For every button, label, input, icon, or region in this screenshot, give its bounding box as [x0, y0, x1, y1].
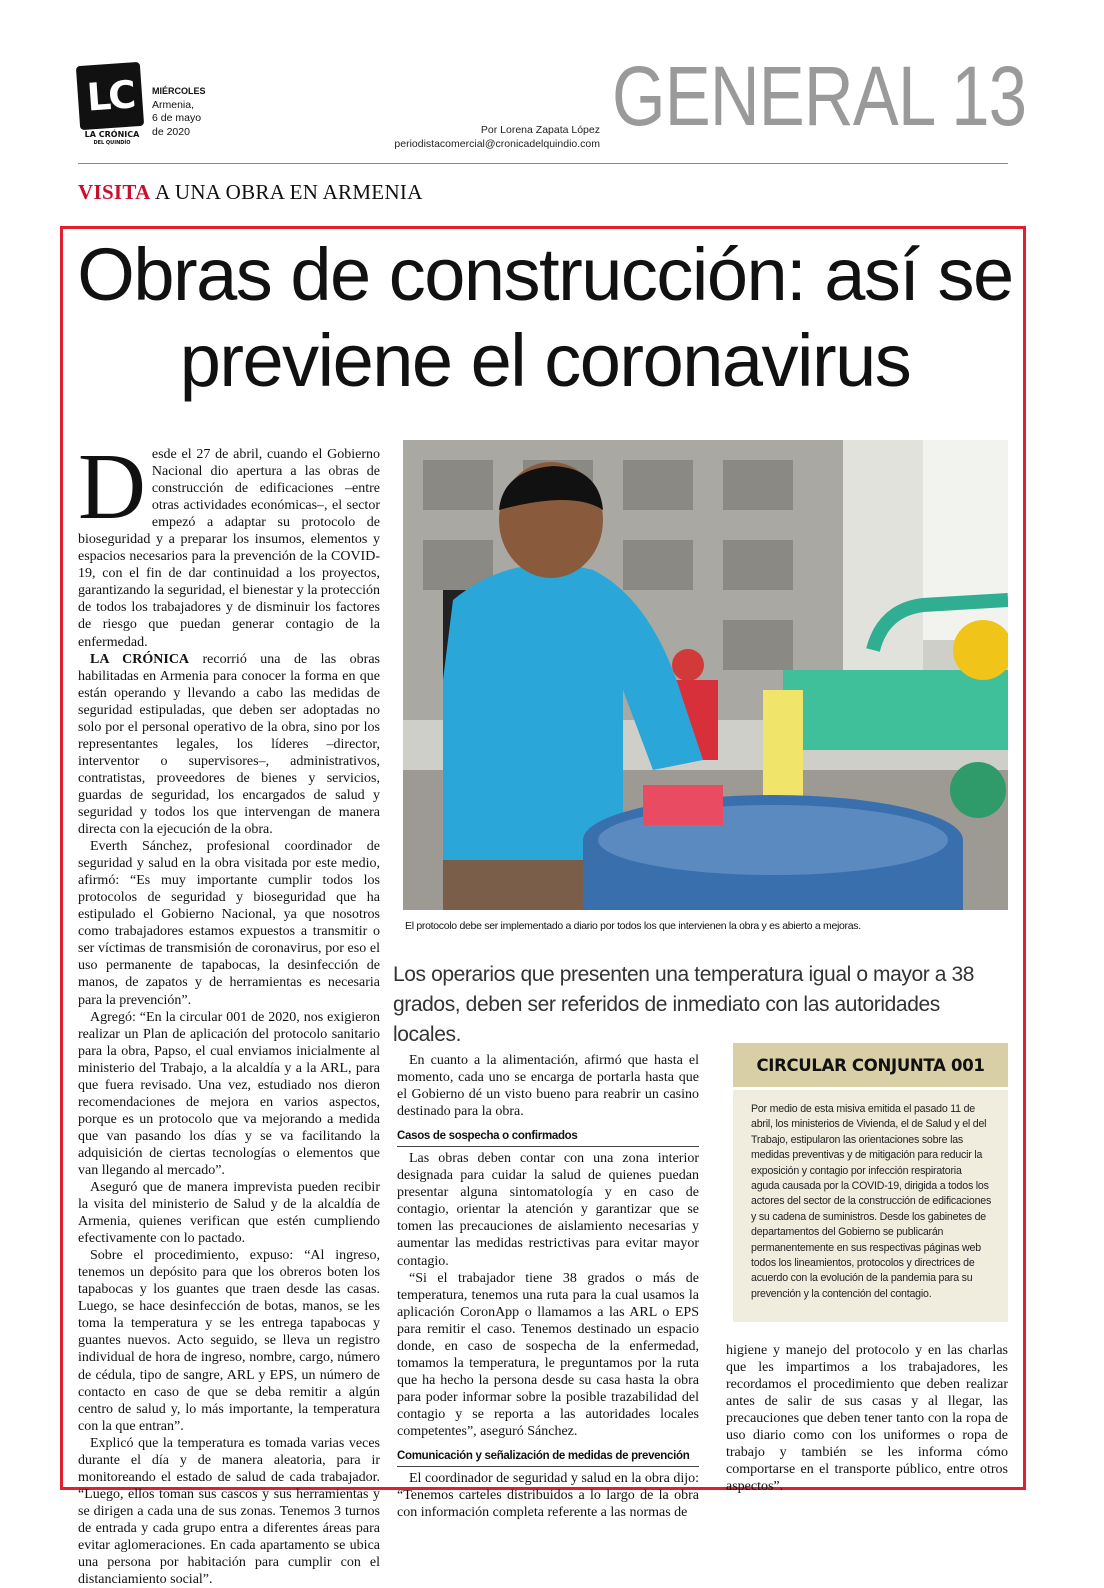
photo-caption: El protocolo debe ser implementado a diario por todos los que intervienen la obra y es abierto a mejoras.: [405, 920, 861, 932]
paragraph: Sobre el procedimiento, expuso: “Al ingreso, tenemos un depósito para que los obreros boten los tapabocas y los guantes que traen desde las casas. Luego, se hace desinfección de botas, manos, se les toma la temperatura y se les entrega tapabocas y guantes nuevos. Acto seguido, se lleva un registro individual de hora de ingreso, nombre, cargo, número de cédula, tipo de sangre, ARL y EPS, un número de contacto en caso de que se deba remitir a algún centro de salud y, lo más importante, la temperatura con la que entran”.: [78, 1248, 380, 1434]
kicker-highlight: VISITA: [78, 180, 151, 204]
paragraph: Explicó que la temperatura es tomada varias veces durante el día y de manera aleatoria, para ir monitoreando el estado de salud de cada trabajador. “Luego, ellos toman sus cascos y sus herramientas y se dirigen a cada una de sus zonas. Tenemos 3 turnos de entrada y cada grupo entra a diferentes áreas para evitar aglomeraciones. En cada apartamento se ubica una persona por habitación para cumplir con el distanciamiento social”.: [78, 1435, 380, 1588]
article-column-2: [397, 1052, 699, 1521]
paragraph: Everth Sánchez, profesional coordinador de seguridad y salud en la obra visitada por este medio, afirmó: “Es muy importante cumplir todos los protocolos de seguridad y bioseguridad que ha estipulado el Gobierno Nacional, ya que nosotros como trabajadores estamos expuestos a transmitir o ser víctimas de transmisión de coronavirus, por eso el uso permanente de tapabocas, la desinfección de manos, de zapatos y de herramientas es necesaria para la prevención”.: [78, 839, 380, 1008]
paragraph: El coordinador de seguridad y salud en la obra dijo: “Tenemos carteles distribuidos a lo largo de la obra con información completa referente a las normas de: [397, 1471, 699, 1521]
logo-name: [74, 130, 150, 148]
dateline-city: Armenia,: [152, 98, 195, 111]
construction-workers-illustration: [403, 440, 1008, 910]
section-title: GENERAL 13: [612, 49, 1027, 143]
paragraph: En cuanto a la alimentación, afirmó que hasta el momento, cada uno se encarga de portarla hasta que el Gobierno dé un visto bueno para reabrir un casino destinado para la obra.: [397, 1053, 699, 1120]
byline: [360, 123, 600, 151]
kicker-text: A UNA OBRA EN ARMENIA: [150, 180, 423, 204]
paragraph-text: esde el 27 de abril, cuando el Gobierno Nacional dio apertura a las obras de construcción de edificaciones –entre otras actividades económicas–, el sector empezó a adaptar su protocolo de bioseguridad y a preparar los insumos, elementos y espacios necesarios para la prevención de la COVID-19, con el fin de dar continuidad a los proyectos, garantizando la seguridad, el bienestar y la protección de todos los trabajadores y de disminuir los factores de riesgo que puedan generar contagio de la enfermedad.: [78, 447, 380, 650]
byline-email: periodistacomercial@cronicadelquindio.com: [394, 138, 600, 150]
article-photo: [403, 440, 1008, 910]
logo-letters: LC: [85, 72, 135, 120]
logo-title: LA CRÓNICA: [84, 130, 140, 139]
paragraph-text: recorrió una de las obras habilitadas en Armenia para conocer la forma en que están operando y llevando a cabo las medidas de seguridad estipuladas, que deben ser adoptadas no solo por el personal operativo de la obra, sino por los representantes legales, los líderes –director, interventor o supervisores–, administrativos, contratistas, proveedores de bienes y servicios, guardas de seguridad, los encargados de salud y seguridad y todos los que intervengan de manera directa con la ejecución de la obra.: [78, 651, 380, 838]
paragraph: Las obras deben contar con una zona interior designada para cuidar la salud de quienes puedan presentar alguna sintomatología y en caso de contagio, orientar la atención y garantizar que se tomen las precauciones de aislamiento necesarias y aumentar las medidas restrictivas para evitar mayor contagio.: [397, 1151, 699, 1269]
paper-name: LA CRÓNICA: [90, 651, 190, 667]
logo-subtitle: DEL QUINDÍO: [93, 140, 131, 146]
paragraph: Aseguró que de manera imprevista pueden recibir la visita del ministerio de Salud y de la alcaldía de Armenia, quienes verifican que estén cumpliendo efectivamente con lo pactado.: [78, 1180, 380, 1247]
sidebar-title: CIRCULAR CONJUNTA 001: [733, 1043, 1008, 1087]
masthead-divider: [78, 163, 1008, 164]
paragraph: “Si el trabajador tiene 38 grados o más de temperatura, tenemos una ruta para la cual usamos la aplicación CoronApp o llamamos a las ARL o EPS para remitir el caso. Tenemos destinado un espacio donde, en caso de sospecha de la enfermedad, tomamos la temperatura, le preguntamos por la ruta que ha hecho la persona desde su casa hasta la obra para poder informar sobre la posible trazabilidad del contagio y se reporta a las autoridades locales competentes”, aseguró Sánchez.: [397, 1270, 699, 1439]
paragraph: [78, 435, 380, 651]
subheading: Comunicación y señalización de medidas de prevención: [397, 1448, 699, 1467]
drop-cap: D: [78, 435, 146, 539]
paragraph: [78, 651, 380, 839]
headline: Obras de construcción: así se previene el coronavirus: [77, 233, 1013, 402]
dateline-date: 6 de mayo: [152, 112, 202, 124]
subheading: Casos de sospecha o confirmados: [397, 1128, 699, 1147]
byline-author: Por Lorena Zapata López: [480, 124, 600, 136]
newspaper-logo: [76, 62, 144, 130]
article-column-3: [726, 1342, 1008, 1495]
dateline-year: de 2020: [152, 125, 190, 138]
paragraph: Agregó: “En la circular 001 de 2020, nos exigieron realizar un Plan de aplicación del protocolo sanitario para la obra, Papso, el cual enviamos inicialmente al ministerio del Trabajo, a la alcaldía y a la ARL, para que fuera revisado. Una vez, estudiado nos dieron recomendaciones de mejora en varios aspectos, porque es un protocolo que va mejorando a medida que van pasando los días y se va facilitando la adquisición de ciertas tecnologías o elementos que van llegando al mercado”.: [78, 1009, 380, 1178]
paragraph: higiene y manejo del protocolo y en las charlas que les impartimos a los trabajadores, les recordamos el procedimiento que deben realizar antes de salir de sus casas y al llegar, las precauciones que deben tener tanto con la ropa de uso diario como con los uniformes o ropa de trabajo y también se les informa cómo comportarse en el transporte público, entre otros aspectos”.: [726, 1343, 1008, 1495]
pull-quote: Los operarios que presenten una temperatura igual o mayor a 38 grados, deben ser referidos de inmediato con las autoridades locales.: [393, 963, 975, 1046]
sidebar-body: Por medio de esta misiva emitida el pasado 11 de abril, los ministerios de Vivienda, el de Salud y el del Trabajo, estipularon las orientaciones sobre las medidas preventivas y de mitigación para reducir la exposición y contagio por infección respiratoria aguda causada por la COVID-19, dirigida a todos los actores del sector de la construcción de edificaciones y su cadena de suministros. Desde los gabinetes de departamentos del Gobierno se publicarán permanentemente en sus respectivas páginas web todos los lineamientos, protocolos y directrices de acuerdo con la evolución de la pandemia para su prevención y la contención del contagio.: [733, 1090, 1008, 1322]
kicker: [78, 180, 423, 205]
article-column-1: [78, 435, 380, 1588]
dateline: [152, 85, 206, 139]
dateline-day: MIÉRCOLES: [152, 86, 206, 96]
